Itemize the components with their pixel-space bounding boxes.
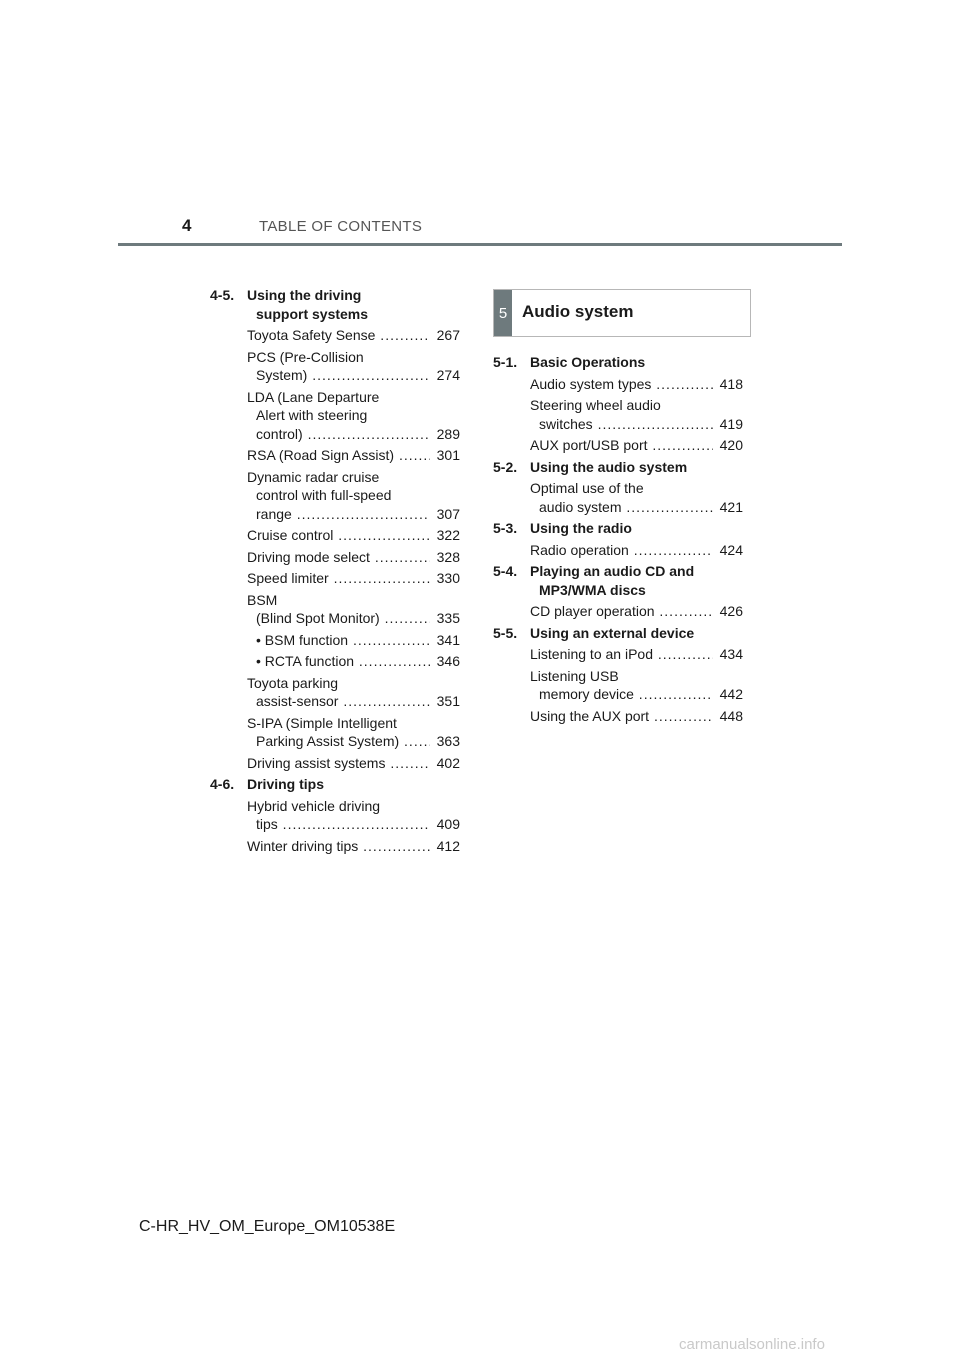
- entry-title-line: Steering wheel audio: [530, 397, 661, 413]
- section-title-line: Playing an audio CD and: [530, 563, 695, 579]
- chapter-title: Audio system: [522, 302, 634, 321]
- entry-title-line: (Blind Spot Monitor) .....: [247, 609, 430, 628]
- toc-entry[interactable]: [493, 541, 743, 560]
- header-title: TABLE OF CONTENTS: [259, 218, 423, 235]
- entry-page-number: 448: [719, 707, 743, 724]
- toc-entry[interactable]: [493, 645, 743, 664]
- header-divider: [118, 243, 842, 246]
- section-heading: [493, 624, 743, 643]
- section-number: 5-4.: [493, 563, 518, 579]
- entry-title-line: • BSM function .....: [247, 631, 430, 650]
- entry-title-line: BSM: [247, 591, 278, 608]
- entry-page-number: 267: [436, 327, 460, 343]
- watermark: carmanualsonline.info: [679, 1336, 825, 1353]
- entry-title-line: Listening to an iPod .....: [530, 645, 713, 664]
- toc-left-column: [210, 286, 460, 858]
- entry-title-line: tips .....: [247, 815, 430, 834]
- section-title-line: Using the radio: [530, 520, 632, 536]
- entry-title-line: CD player operation .....: [530, 602, 713, 621]
- entry-title-line: Cruise control .....: [247, 526, 430, 545]
- section-heading: [493, 458, 743, 477]
- section-number: 4-6.: [210, 776, 235, 792]
- entry-title-line: Alert with steering: [256, 407, 368, 423]
- entry-title-line: Driving assist systems .....: [247, 754, 430, 773]
- entry-page-number: 322: [436, 527, 460, 543]
- toc-right-column: [493, 353, 743, 728]
- toc-entry[interactable]: [210, 652, 460, 671]
- section-number: 5-3.: [493, 520, 518, 536]
- section-heading: [210, 286, 460, 323]
- entry-page-number: 330: [436, 570, 460, 586]
- section-number: 5-5.: [493, 624, 518, 641]
- toc-entry[interactable]: [210, 631, 460, 650]
- entry-title-line: AUX port/USB port .....: [530, 436, 713, 455]
- toc-entry[interactable]: [210, 446, 460, 465]
- entry-title-line: Hybrid vehicle driving: [247, 797, 381, 814]
- page-number: 4: [182, 216, 192, 235]
- entry-title-line: control) .....: [247, 425, 430, 444]
- toc-entry[interactable]: [210, 591, 460, 628]
- entry-page-number: 351: [436, 693, 460, 709]
- toc-entry[interactable]: [493, 602, 743, 621]
- toc-entry[interactable]: [210, 837, 460, 856]
- section-number: 4-5.: [210, 287, 235, 303]
- toc-entry[interactable]: [493, 436, 743, 455]
- entry-page-number: 346: [436, 653, 460, 669]
- entry-page-number: 426: [719, 603, 743, 619]
- section-title-line: Basic Operations: [530, 354, 646, 370]
- entry-page-number: 412: [436, 837, 460, 854]
- section-heading: [493, 353, 743, 372]
- entry-title-line: System) .....: [247, 366, 430, 385]
- entry-title-line: RSA (Road Sign Assist) .....: [247, 446, 430, 465]
- entry-title-line: audio system .....: [530, 498, 713, 517]
- toc-entry[interactable]: [493, 479, 743, 516]
- entry-title-line: S-IPA (Simple Intelligent: [247, 714, 397, 731]
- entry-title-line: Using the AUX port .....: [530, 707, 713, 726]
- entry-title-line: Winter driving tips .....: [247, 837, 430, 856]
- entry-page-number: 419: [719, 415, 743, 432]
- section-heading: [210, 775, 460, 794]
- entry-page-number: 274: [436, 367, 460, 383]
- entry-page-number: 421: [719, 498, 743, 515]
- entry-title-line: Parking Assist System) .....: [247, 732, 430, 751]
- toc-entry[interactable]: [210, 388, 460, 444]
- toc-entry[interactable]: [210, 714, 460, 751]
- entry-title-line: switches .....: [530, 415, 713, 434]
- toc-entry[interactable]: [210, 754, 460, 773]
- toc-entry[interactable]: [210, 674, 460, 711]
- entry-title-line: Speed limiter .....: [247, 569, 430, 588]
- toc-entry[interactable]: [210, 348, 460, 385]
- entry-page-number: 307: [436, 505, 460, 522]
- entry-title-line: assist-sensor .....: [247, 692, 430, 711]
- entry-page-number: 420: [719, 437, 743, 453]
- entry-page-number: 418: [719, 375, 743, 392]
- toc-entry[interactable]: [493, 375, 743, 394]
- toc-entry[interactable]: [210, 468, 460, 524]
- entry-page-number: 301: [436, 447, 460, 463]
- section-title-line: MP3/WMA discs: [539, 581, 646, 598]
- toc-entry[interactable]: [493, 396, 743, 433]
- entry-title-line: • RCTA function .....: [247, 652, 430, 671]
- section-title-line: support systems: [256, 305, 369, 322]
- entry-title-line: range .....: [247, 505, 430, 524]
- entry-page-number: 442: [719, 686, 743, 702]
- entry-page-number: 434: [719, 646, 743, 662]
- toc-entry[interactable]: [210, 569, 460, 588]
- entry-page-number: 409: [436, 816, 460, 832]
- section-number: 5-2.: [493, 458, 518, 475]
- entry-page-number: 424: [719, 541, 743, 558]
- entry-title-line: control with full-speed: [256, 487, 392, 503]
- section-title-line: Using the audio system: [530, 458, 688, 475]
- toc-entry[interactable]: [493, 667, 743, 704]
- section-heading: [493, 562, 743, 599]
- entry-title-line: Listening USB: [530, 667, 619, 684]
- document-id: C-HR_HV_OM_Europe_OM10538E: [139, 1218, 396, 1235]
- entry-title-line: PCS (Pre-Collision: [247, 348, 364, 365]
- toc-entry[interactable]: [210, 526, 460, 545]
- chapter-number-tab: 5: [494, 290, 512, 336]
- entry-title-line: LDA (Lane Departure: [247, 388, 380, 405]
- section-title-line: Using an external device: [530, 624, 695, 641]
- entry-page-number: 341: [436, 631, 460, 648]
- entry-title-line: memory device .....: [530, 685, 713, 704]
- toc-entry[interactable]: [210, 548, 460, 567]
- section-heading: [493, 519, 743, 538]
- entry-title-line: Audio system types .....: [530, 375, 713, 394]
- entry-page-number: 402: [436, 754, 460, 771]
- entry-page-number: 363: [436, 733, 460, 749]
- entry-title-line: Toyota parking: [247, 674, 339, 691]
- entry-page-number: 335: [436, 610, 460, 626]
- entry-title-line: Optimal use of the: [530, 480, 644, 496]
- entry-page-number: 328: [436, 548, 460, 565]
- section-title-line: Using the driving: [247, 287, 362, 303]
- section-title-line: Driving tips: [247, 776, 325, 792]
- toc-entry[interactable]: [210, 326, 460, 345]
- entry-title-line: Toyota Safety Sense .....: [247, 326, 430, 345]
- entry-title-line: Radio operation .....: [530, 541, 713, 560]
- toc-entry[interactable]: [210, 797, 460, 834]
- entry-title-line: Driving mode select .....: [247, 548, 430, 567]
- toc-entry[interactable]: [493, 707, 743, 726]
- entry-title-line: Dynamic radar cruise: [247, 468, 380, 485]
- entry-page-number: 289: [436, 425, 460, 442]
- chapter-heading: [493, 289, 751, 337]
- section-number: 5-1.: [493, 354, 518, 370]
